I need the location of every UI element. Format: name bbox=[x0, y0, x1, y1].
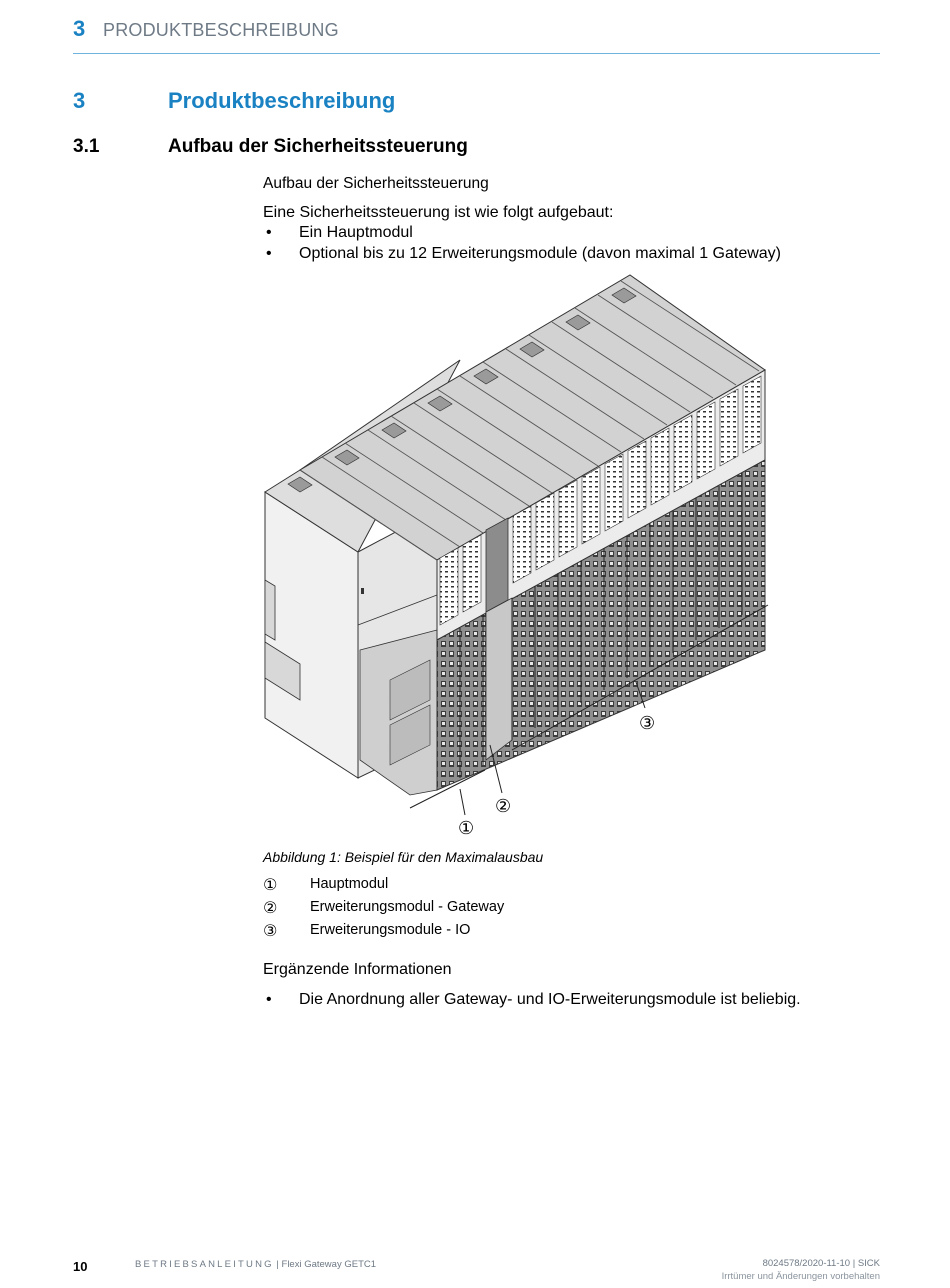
footer-document bbox=[135, 1259, 376, 1270]
page-number: 10 bbox=[73, 1259, 88, 1274]
section-intro: Eine Sicherheitssteuerung ist wie folgt aufgebaut: bbox=[263, 204, 614, 221]
callout-3: ③ bbox=[639, 713, 656, 734]
heading2-title: Aufbau der Sicherheitssteuerung bbox=[168, 136, 468, 157]
legend-number: ② bbox=[263, 900, 278, 917]
heading1-title: Produktbeschreibung bbox=[168, 88, 396, 113]
figure-safety-controller-illustration bbox=[255, 270, 785, 842]
callout-2: ② bbox=[495, 796, 512, 817]
header-chapter-number: 3 bbox=[73, 16, 86, 41]
figure-caption: Abbildung 1: Beispiel für den Maximalausbau bbox=[263, 849, 544, 865]
legend-text: Hauptmodul bbox=[310, 876, 389, 892]
list-item: Die Anordnung aller Gateway- und IO-Erweiterungsmodule ist beliebig. bbox=[299, 991, 801, 1008]
section-subheading: Aufbau der Sicherheitssteuerung bbox=[263, 175, 489, 192]
bullet-marker: • bbox=[266, 991, 272, 1008]
footer-separator: | bbox=[273, 1259, 282, 1270]
bullet-marker: • bbox=[266, 224, 272, 241]
callout-1: ① bbox=[458, 818, 475, 839]
footer-doc-id: 8024578/2020-11-10 | SICK bbox=[762, 1258, 880, 1269]
footer-doc-type: BETRIEBSANLEITUNG bbox=[135, 1259, 274, 1270]
legend-number: ③ bbox=[263, 923, 278, 940]
footer-product: Flexi Gateway GETC1 bbox=[281, 1259, 377, 1270]
info-heading: Ergänzende Informationen bbox=[263, 961, 452, 978]
bullet-marker: • bbox=[266, 245, 272, 262]
footer-disclaimer: Irrtümer und Änderungen vorbehalten bbox=[721, 1271, 880, 1282]
header-chapter-title: PRODUKTBESCHREIBUNG bbox=[103, 20, 339, 40]
legend-text: Erweiterungsmodule - IO bbox=[310, 922, 471, 938]
heading2-number: 3.1 bbox=[73, 136, 100, 157]
header-divider bbox=[73, 53, 880, 54]
list-item: Optional bis zu 12 Erweiterungsmodule (davon maximal 1 Gateway) bbox=[299, 245, 782, 262]
heading1-number: 3 bbox=[73, 88, 86, 113]
list-item: Ein Hauptmodul bbox=[299, 224, 413, 241]
legend-number: ① bbox=[263, 877, 278, 894]
legend-text: Erweiterungsmodul - Gateway bbox=[310, 899, 505, 915]
